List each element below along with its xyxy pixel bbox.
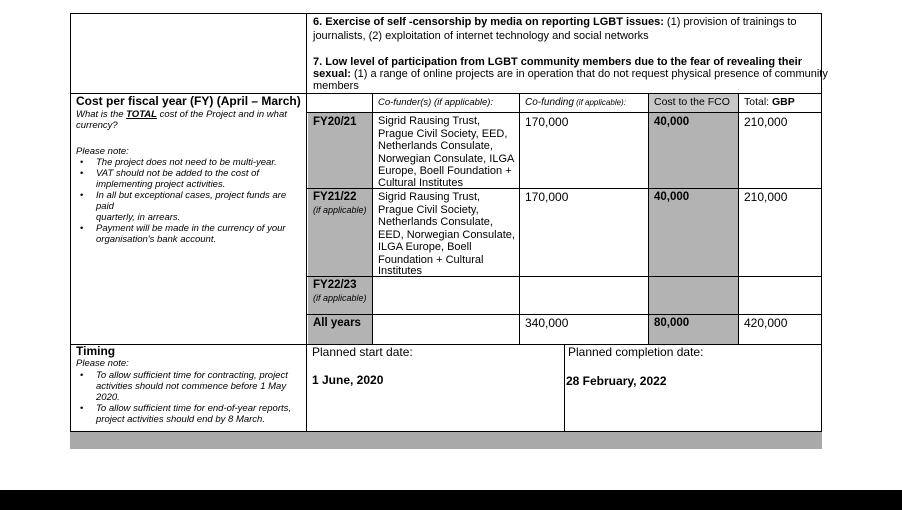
cost-note-item [76, 157, 304, 168]
black-footer-bar [0, 490, 902, 510]
cost-note-text: VAT should not be added to the cost of [96, 168, 260, 179]
cost-question-post: cost of the Project and in what [156, 109, 287, 120]
cost-note-text: In all but exceptional cases, project funds are paid [96, 190, 287, 212]
start-date-value: 1 June, 2020 [312, 373, 384, 387]
cost-note-text: Payment will be made in the currency of your [96, 223, 286, 234]
bottom-shaded-band [70, 431, 822, 449]
fy-label: FY22/23 [313, 279, 357, 291]
cofunders-line: Norwegian Consulate, ILGA [378, 152, 515, 165]
header-total [744, 96, 795, 109]
fy-note: (if applicable) [313, 205, 367, 215]
fy-note: (if applicable) [313, 293, 367, 303]
cofunders-line: Sigrid Rausing Trust, [378, 115, 481, 127]
cofunding-value: 170,000 [525, 115, 569, 129]
label-column-divider [306, 13, 307, 431]
timing-note-text: project activities should end by 8 March. [96, 414, 265, 425]
fco-column-bg [648, 112, 738, 344]
cofunders-line: Europe, Boell Foundation + [378, 165, 512, 177]
issue-6-line-2: journalists, (2) exploitation of internet technology and social networks [313, 30, 649, 42]
issue-6-line-1 [313, 16, 797, 29]
fco-col-left [648, 93, 649, 344]
fco-value: 40,000 [654, 116, 690, 128]
fy-label: FY21/22 [313, 191, 357, 203]
cost-question-line-1 [76, 109, 287, 120]
cofunders-line: Sigrid Rausing Trust, [378, 191, 481, 203]
cofunding-value: 170,000 [525, 190, 569, 204]
cofunding-col-divider [519, 93, 520, 344]
table-top-border [70, 13, 822, 14]
cost-question-pre: What is the [76, 109, 127, 120]
header-cofunders: Co-funder(s) (if applicable): [378, 97, 494, 108]
start-date-label: Planned start date: [312, 345, 413, 359]
fco-col-right [738, 93, 739, 344]
cofunders-line: EED, Norwegian Consulate, [378, 228, 515, 241]
timing-please-note: Please note: [76, 358, 129, 369]
issue-7-text: (1) a range of online projects are in operation that do not request physical presence of community [350, 68, 828, 80]
timing-note-item [76, 403, 304, 425]
cofunders-line: Prague Civil Society, EED, [378, 127, 508, 140]
cofunders-line: Cultural Institutes [378, 177, 463, 189]
cofunders-line: Institutes [378, 265, 423, 277]
header-total-prefix: Total: [744, 96, 773, 108]
cofunders-line: Netherlands Consulate, [378, 140, 493, 152]
timing-date-divider [564, 344, 565, 431]
completion-date-value: 28 February, 2022 [566, 374, 667, 388]
issue-7-line-2 [313, 68, 828, 81]
header-fco: Cost to the FCO [654, 96, 730, 108]
total-value: 210,000 [744, 190, 788, 204]
timing-heading: Timing [76, 344, 116, 358]
cost-please-note: Please note: [76, 146, 129, 157]
issue-7-title-end: sexual: [313, 68, 351, 80]
timing-note-text: To allow sufficient time for contracting, project [96, 370, 288, 381]
cost-question-emph: TOTAL [126, 109, 157, 120]
timing-note-item [76, 370, 304, 403]
cost-note-text: implementing project activities. [96, 179, 226, 190]
timing-bottom [70, 431, 822, 432]
cost-note-text: organisation's bank account. [96, 234, 217, 245]
cost-question-line-2: currency? [76, 120, 118, 131]
header-cofunding [525, 97, 626, 108]
fy-label: FY20/21 [313, 116, 357, 128]
cost-note-item [76, 223, 304, 245]
cost-note-text: quarterly, in arrears. [96, 212, 181, 223]
timing-note-text: activities should not commence before 1 May 2020. [96, 381, 287, 403]
issue-7-line-3: members [313, 80, 359, 92]
header-cofunding-main: Co-funding [525, 97, 574, 108]
fy-label: All years [313, 317, 361, 329]
cofunders-line: ILGA Europe, Boell [378, 241, 472, 253]
fco-value: 40,000 [654, 191, 690, 203]
total-value: 210,000 [744, 115, 788, 129]
issue-7-title: 7. Low level of participation from LGBT community members due to the fear of revealing their [313, 56, 802, 68]
completion-date-label: Planned completion date: [568, 345, 704, 359]
total-value: 420,000 [744, 316, 788, 330]
cofunders-line: Prague Civil Society, [378, 203, 479, 216]
fy2223-bottom [306, 314, 822, 315]
cost-header-bottom [306, 112, 822, 113]
header-cofunding-sub: (if applicable): [573, 98, 626, 107]
timing-notes-list [76, 370, 304, 425]
cost-notes-list [76, 157, 304, 245]
cofunders-line: Foundation + Cultural [378, 253, 484, 266]
cofunding-value: 340,000 [525, 316, 569, 330]
timing-top [70, 344, 822, 345]
issue-6-title: 6. Exercise of self -censorship by media on reporting LGBT issues: [313, 16, 664, 28]
cost-heading: Cost per fiscal year (FY) (April – March) [76, 94, 301, 108]
issue-6-text: (1) provision of trainings to [663, 16, 797, 28]
cost-note-item [76, 168, 304, 190]
cost-note-item [76, 190, 304, 223]
fco-value: 80,000 [654, 317, 690, 329]
table-left-border [70, 13, 71, 431]
cofunders-col-divider [372, 93, 373, 344]
timing-note-text: To allow sufficient time for end-of-year reports, [96, 403, 292, 414]
cost-note-text: The project does not need to be multi-year. [96, 157, 277, 168]
cofunders-line: Netherlands Consulate, [378, 216, 493, 228]
header-total-currency: GBP [772, 96, 795, 108]
